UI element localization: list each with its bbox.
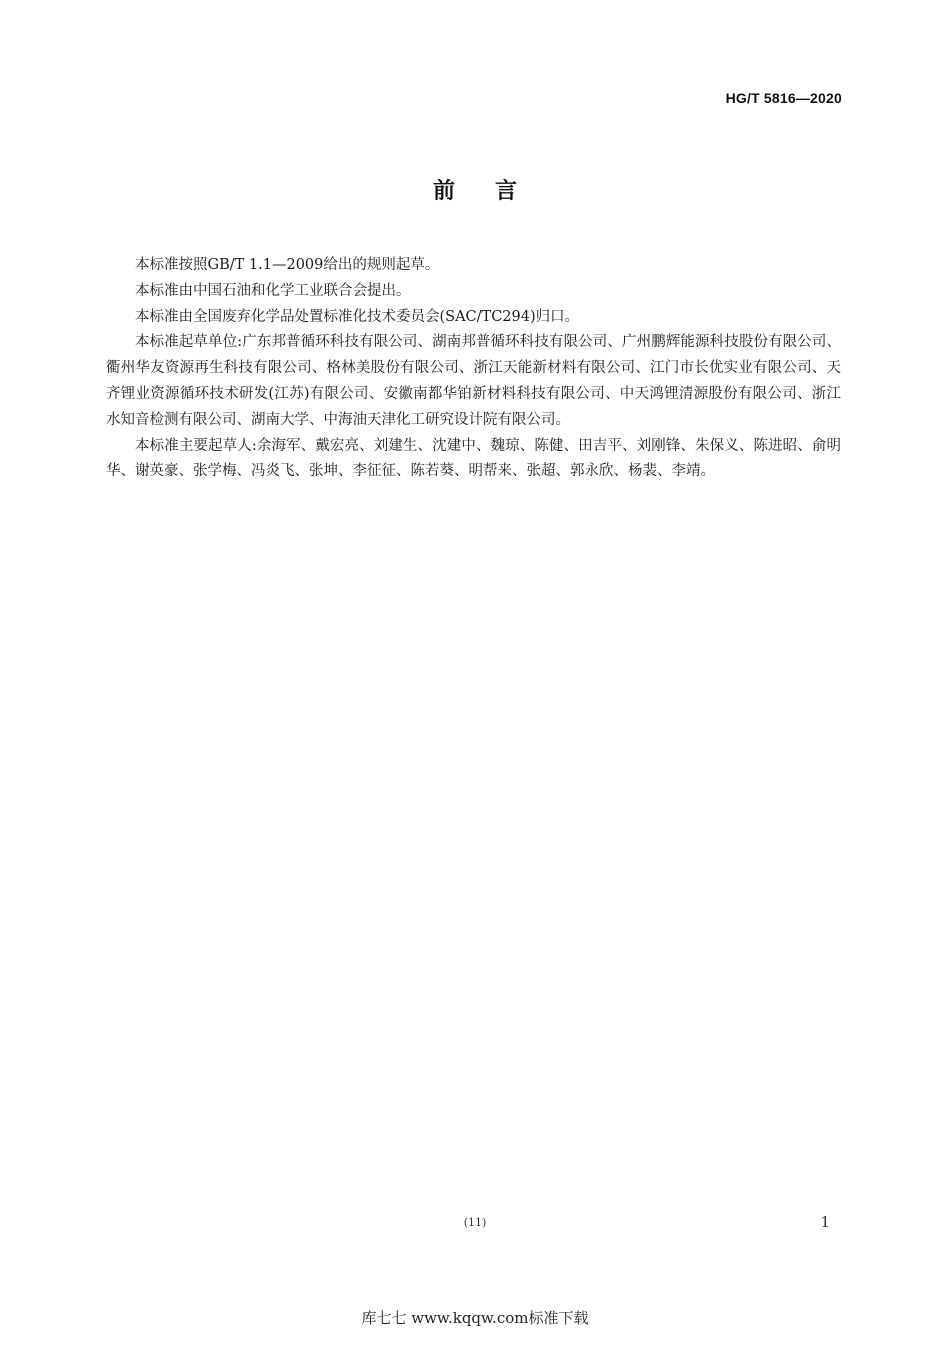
paragraph-proposed-by: 本标准由中国石油和化学工业联合会提出。 [135, 282, 411, 299]
roman-page-number: (11) [463, 1216, 487, 1229]
paragraph-main-drafters: 本标准主要起草人:余海军、戴宏亮、刘建生、沈建中、魏琼、陈健、田吉平、刘刚锋、朱保义、陈进昭、俞明华、谢英豪、张学梅、冯炎飞、张坤、李征征、陈若葵、明帮来、张超、郭永欣、杨裴、李靖。 [106, 437, 841, 480]
paragraph-drafting-rules: 本标准按照GB/T 1.1—2009给出的规则起草。 [135, 257, 440, 273]
paragraph-centralized-by: 本标准由全国废弃化学品处置标准化技术委员会(SAC/TC294)归口。 [135, 308, 580, 325]
paragraph-drafting-units: 本标准起草单位:广东邦普循环科技有限公司、湖南邦普循环科技有限公司、广州鹏辉能源科技股份有限公司、衢州华友资源再生科技有限公司、格林美股份有限公司、浙江天能新材料有限公司、江门市长优实业有限公司、天齐锂业资源循环技术研发(江苏)有限公司、安徽南都华铂新材料科技有限公司、中天鸿锂清源股份有限公司、浙江水知音检测有限公司、湖南大学、中海油天津化工研究设计院有限公司。 [106, 334, 841, 428]
preface-body [106, 253, 841, 485]
page-title: 前言 [432, 179, 557, 204]
page-number: 1 [820, 1213, 830, 1231]
standard-code: HG/T 5816—2020 [725, 90, 842, 106]
download-watermark: 库七七 www.kqqw.com标准下载 [361, 1309, 589, 1327]
